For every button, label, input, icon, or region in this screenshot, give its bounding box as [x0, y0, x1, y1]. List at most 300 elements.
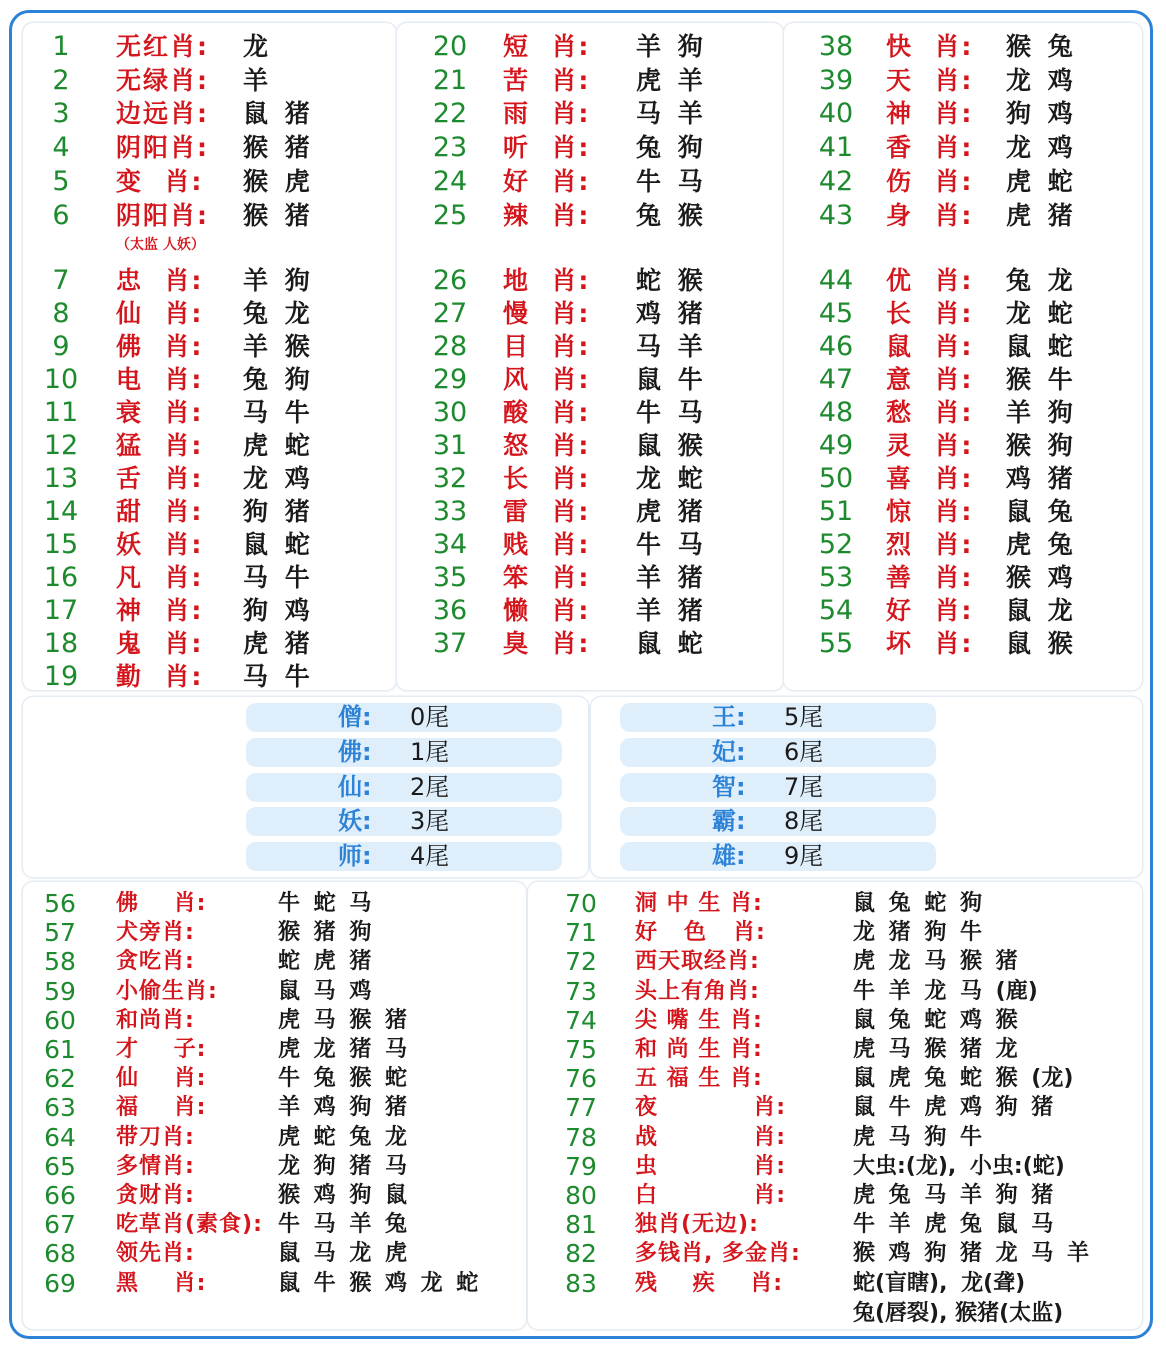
entry-value: 鼠 猪 [243, 99, 310, 129]
entry-value: 蛇 猴 [636, 266, 703, 295]
entry-value: 虎 猪 [243, 629, 310, 658]
tail-key: 智: [712, 772, 746, 801]
entry-number: 35 [432, 562, 468, 593]
entry-number: 14 [43, 496, 79, 527]
tail-value: 7尾 [784, 772, 824, 801]
entry-label: 黑 肖: [116, 1270, 207, 1296]
entry-value: 大虫:(龙), 小虫:(蛇) [853, 1153, 1065, 1179]
entry-6-note: （太监 人妖） [116, 237, 205, 253]
entry-label: 衰 肖: [116, 398, 204, 427]
entry-label: 战 肖: [635, 1124, 787, 1150]
entry-number: 40 [818, 98, 854, 130]
entry-label: 多钱肖, 多金肖: [635, 1241, 801, 1267]
top-entry-42 [0, 165, 1166, 198]
entry-number: 70 [565, 889, 597, 918]
entry-number: 66 [44, 1181, 76, 1210]
entry-number: 18 [43, 628, 79, 659]
entry-label: 惊 肖: [886, 497, 974, 526]
tail-key: 王: [712, 703, 746, 731]
entry-number: 67 [44, 1210, 76, 1240]
entry-value: 牛 羊 虎 兔 鼠 马 [853, 1212, 1054, 1238]
top-entry-53 [0, 561, 1166, 594]
entry-value: 虎 龙 猪 马 [278, 1037, 407, 1062]
entry-number: 82 [565, 1239, 597, 1269]
entry-number: 73 [565, 976, 597, 1006]
entry-value: 虎 羊 [636, 65, 703, 95]
entry-value: 猴 兔 [1006, 32, 1073, 61]
entry-value: 兔 龙 [243, 299, 310, 328]
bottom-entry-77 [0, 1093, 1166, 1122]
entry-number: 72 [565, 947, 597, 977]
tail-value: 2尾 [410, 772, 450, 801]
entry-label: 仙 肖: [116, 299, 204, 328]
entry-value: 羊 [243, 65, 269, 95]
entry-label: 贱 肖: [503, 530, 591, 559]
entry-label: 坏 肖: [886, 629, 974, 658]
entry-label: 鬼 肖: [116, 629, 204, 658]
entry-number: 33 [432, 496, 468, 527]
entry-number: 56 [44, 889, 76, 918]
entry-label: 辣 肖: [503, 200, 591, 230]
entry-label: 犬旁肖: [116, 920, 195, 946]
entry-number: 62 [44, 1064, 76, 1094]
entry-value: 龙 蛇 [636, 464, 703, 493]
entry-label: 猛 肖: [116, 431, 204, 460]
tail-key: 妃: [712, 737, 746, 766]
entry-value: 鼠 兔 蛇 狗 [853, 891, 982, 916]
entry-value: 龙 狗 猪 马 [278, 1153, 407, 1179]
entry-value: 羊 猪 [636, 596, 703, 625]
entry-value: 龙 蛇 [1006, 299, 1073, 328]
entry-value: 鼠 猴 [1006, 629, 1073, 658]
entry-value: 鼠 牛 虎 鸡 狗 猪 [853, 1095, 1054, 1121]
top-entry-38 [0, 30, 1166, 63]
entry-number: 43 [818, 199, 854, 231]
entry-value: 鼠 虎 兔 蛇 猴 (龙) [853, 1066, 1074, 1092]
entry-label: 鼠 肖: [886, 332, 974, 361]
entry-number: 13 [43, 463, 79, 494]
entry-value: 兔 猴 [636, 200, 703, 230]
entry-label: 变 肖: [116, 166, 204, 196]
bottom-entry-75 [0, 1035, 1166, 1064]
entry-label: 边远肖: [116, 99, 209, 129]
entry-number: 19 [43, 661, 79, 692]
entry-number: 68 [44, 1239, 76, 1269]
entry-label: 怒 肖: [503, 431, 591, 460]
entry-value: 龙 鸡 [1006, 133, 1073, 163]
entry-value: 龙 鸡 [1006, 65, 1073, 95]
entry-value: 鼠 牛 猴 鸡 龙 蛇 [278, 1270, 479, 1296]
entry-label: 五 福 生 肖: [635, 1066, 763, 1092]
bottom-entry-72 [0, 947, 1166, 976]
entry-label: 听 肖: [503, 133, 591, 163]
entry-value: 虎 猪 [1006, 200, 1073, 230]
entry-number: 57 [44, 918, 76, 948]
entry-value: 牛 马 羊 兔 [278, 1212, 407, 1238]
entry-number: 52 [818, 529, 854, 560]
entry-label: 小偷生肖: [116, 978, 218, 1004]
entry-value: 马 羊 [636, 332, 703, 361]
tail-value: 9尾 [784, 842, 824, 871]
entry-value: 羊 狗 [636, 32, 703, 61]
bottom-entry-73 [0, 977, 1166, 1006]
entry-label: 阴阳肖: [116, 200, 209, 230]
entry-value: 马 牛 [243, 563, 310, 592]
entry-number: 39 [818, 64, 854, 96]
entry-number: 3 [52, 98, 70, 130]
entry-label: 妖 肖: [116, 530, 204, 559]
entry-value: 牛 兔 猴 蛇 [278, 1066, 407, 1092]
entry-number: 36 [432, 595, 468, 626]
entry-label: 灵 肖: [886, 431, 974, 460]
entry-value: 龙 猪 狗 牛 [853, 920, 982, 946]
entry-label: 带刀肖: [116, 1124, 195, 1150]
entry-number: 58 [44, 947, 76, 977]
entry-value: 鼠 蛇 [243, 530, 310, 559]
entry-label: 雨 肖: [503, 99, 591, 129]
top-entry-54 [0, 594, 1166, 627]
entry-label: 尖 嘴 生 肖: [635, 1007, 763, 1033]
bottom-entry-80 [0, 1181, 1166, 1210]
entry-label: 臭 肖: [503, 629, 591, 658]
entry-number: 59 [44, 976, 76, 1006]
entry-label: 和尚肖: [116, 1007, 195, 1033]
entry-label: 雷 肖: [503, 497, 591, 526]
entry-number: 44 [818, 265, 854, 296]
entry-label: 夜 肖: [635, 1095, 787, 1121]
entry-number: 81 [565, 1210, 597, 1240]
entry-number: 8 [52, 298, 70, 329]
entry-label: 神 肖: [116, 596, 204, 625]
bottom-entry-79 [0, 1152, 1166, 1181]
tail-value: 5尾 [784, 703, 824, 731]
entry-label: 好 色 肖: [635, 920, 766, 946]
entry-number: 83 [565, 1268, 597, 1298]
entry-label: 地 肖: [503, 266, 591, 295]
entry-value: 鼠 兔 [1006, 497, 1073, 526]
entry-label: 长 肖: [886, 299, 974, 328]
tail-key: 僧: [338, 703, 372, 731]
entry-label: 慢 肖: [503, 299, 591, 328]
entry-number: 54 [818, 595, 854, 626]
entry-value: 猴 猪 [243, 200, 310, 230]
entry-number: 25 [432, 199, 468, 231]
tail-row-6 [620, 738, 936, 767]
entry-label: 无红肖: [116, 32, 209, 61]
entry-number: 42 [818, 165, 854, 197]
entry-value: 鼠 兔 蛇 鸡 猴 [853, 1007, 1018, 1033]
entry-value: 虎 马 狗 牛 [853, 1124, 982, 1150]
entry-number: 32 [432, 463, 468, 494]
entry-value: 猴 鸡 狗 鼠 [278, 1183, 407, 1208]
entry-label: 吃草肖(素食): [116, 1212, 263, 1238]
entry-value: 鼠 蛇 [636, 629, 703, 658]
entry-number: 50 [818, 463, 854, 494]
entry-number: 77 [565, 1093, 597, 1123]
entry-value: 兔 狗 [636, 133, 703, 163]
entry-value: 猴 狗 [1006, 431, 1073, 460]
entry-label: 西天取经肖: [635, 949, 760, 975]
bottom-entry-81 [0, 1210, 1166, 1239]
entry-label: 风 肖: [503, 365, 591, 394]
entry-number: 24 [432, 165, 468, 197]
entry-value: 虎 猪 [636, 497, 703, 526]
entry-number: 61 [44, 1035, 76, 1064]
top-entry-48 [0, 396, 1166, 429]
entry-value: 羊 猪 [636, 563, 703, 592]
entry-value: 鸡 猪 [1006, 464, 1073, 493]
tail-key: 佛: [338, 737, 372, 766]
tail-value: 0尾 [410, 703, 450, 731]
entry-value: 鼠 猴 [636, 431, 703, 460]
entry-label: 喜 肖: [886, 464, 974, 493]
entry-number: 48 [818, 397, 854, 428]
entry-label: 身 肖: [886, 200, 974, 230]
entry-number: 29 [432, 364, 468, 395]
entry-label: 天 肖: [886, 65, 974, 95]
entry-number: 64 [44, 1122, 76, 1152]
entry-value: 蛇(盲瞎), 龙(聋) [853, 1270, 1026, 1296]
entry-number: 27 [432, 298, 468, 329]
entry-number: 1 [52, 31, 70, 62]
tail-row-0 [246, 703, 562, 732]
entry-label: 舌 肖: [116, 464, 204, 493]
entry-label: 笨 肖: [503, 563, 591, 592]
top-entry-45 [0, 297, 1166, 330]
entry-value: 鼠 马 鸡 [278, 978, 372, 1004]
entry-label: 贪吃肖: [116, 949, 195, 975]
entry-number: 53 [818, 562, 854, 593]
entry-83-extra: 兔(唇裂), 猴猪(太监) [853, 1301, 1064, 1326]
entry-label: 好 肖: [886, 596, 974, 625]
entry-number: 75 [565, 1035, 597, 1064]
entry-number: 60 [44, 1005, 76, 1035]
entry-label: 优 肖: [886, 266, 974, 295]
entry-label: 电 肖: [116, 365, 204, 394]
entry-number: 74 [565, 1005, 597, 1035]
entry-label: 无绿肖: [116, 65, 209, 95]
entry-number: 22 [432, 98, 468, 130]
entry-label: 善 肖: [886, 563, 974, 592]
entry-number: 34 [432, 529, 468, 560]
tail-value: 8尾 [784, 807, 824, 836]
entry-number: 51 [818, 496, 854, 527]
entry-value: 狗 猪 [243, 497, 310, 526]
top-entry-41 [0, 131, 1166, 164]
entry-label: 头上有角肖: [635, 978, 760, 1004]
bottom-entry-74 [0, 1006, 1166, 1035]
entry-number: 41 [818, 132, 854, 164]
entry-label: 残 疾 肖: [635, 1270, 784, 1296]
bottom-entry-78 [0, 1123, 1166, 1152]
entry-value: 鼠 牛 [636, 365, 703, 394]
top-entry-55 [0, 627, 1166, 660]
tail-row-1 [246, 738, 562, 767]
entry-label: 才 子: [116, 1037, 207, 1062]
entry-label: 短 肖: [503, 32, 591, 61]
entry-number: 17 [43, 595, 79, 626]
entry-value: 猴 鸡 [1006, 563, 1073, 592]
entry-value: 兔 狗 [243, 365, 310, 394]
entry-number: 28 [432, 331, 468, 362]
entry-number: 37 [432, 628, 468, 659]
entry-label: 快 肖: [886, 32, 974, 61]
entry-label: 白 肖: [635, 1183, 787, 1208]
entry-number: 49 [818, 430, 854, 461]
top-entry-49 [0, 429, 1166, 462]
entry-value: 猴 猪 狗 [278, 920, 372, 946]
tail-value: 4尾 [410, 842, 450, 871]
entry-value: 猴 虎 [243, 166, 310, 196]
entry-value: 狗 鸡 [1006, 99, 1073, 129]
top-entry-19 [0, 660, 1166, 693]
entry-label: 虫 肖: [635, 1153, 787, 1179]
entry-value: 虎 马 猴 猪 龙 [853, 1037, 1018, 1062]
entry-value: 虎 兔 [1006, 530, 1073, 559]
tail-key: 妖: [338, 807, 372, 836]
entry-number: 4 [52, 132, 70, 164]
entry-value: 牛 马 [636, 166, 703, 196]
entry-value: 虎 兔 马 羊 狗 猪 [853, 1183, 1054, 1208]
entry-label: 忠 肖: [116, 266, 204, 295]
top-entry-46 [0, 330, 1166, 363]
entry-value: 狗 鸡 [243, 596, 310, 625]
entry-number: 20 [432, 31, 468, 62]
top-entry-51 [0, 495, 1166, 528]
top-entry-43 [0, 199, 1166, 232]
tail-value: 6尾 [784, 737, 824, 766]
entry-label: 领先肖: [116, 1241, 195, 1267]
entry-number: 16 [43, 562, 79, 593]
entry-value: 马 牛 [243, 662, 310, 691]
entry-value: 马 羊 [636, 99, 703, 129]
entry-value: 兔 龙 [1006, 266, 1073, 295]
top-entry-44 [0, 264, 1166, 297]
entry-label: 长 肖: [503, 464, 591, 493]
tail-key: 霸: [712, 807, 746, 836]
entry-label: 勤 肖: [116, 662, 204, 691]
tail-value: 3尾 [410, 807, 450, 836]
entry-label: 仙 肖: [116, 1066, 207, 1092]
entry-number: 38 [818, 31, 854, 62]
tail-row-5 [620, 703, 936, 732]
tail-row-7 [620, 773, 936, 802]
entry-number: 15 [43, 529, 79, 560]
entry-number: 11 [43, 397, 79, 428]
entry-value: 牛 马 [636, 398, 703, 427]
entry-number: 80 [565, 1181, 597, 1210]
entry-value: 虎 马 猴 猪 [278, 1007, 407, 1033]
entry-number: 31 [432, 430, 468, 461]
entry-label: 神 肖: [886, 99, 974, 129]
tail-key: 师: [338, 842, 372, 871]
entry-label: 阴阳肖: [116, 133, 209, 163]
entry-value: 羊 猴 [243, 332, 310, 361]
entry-number: 9 [52, 331, 70, 362]
entry-label: 伤 肖: [886, 166, 974, 196]
entry-number: 55 [818, 628, 854, 659]
entry-value: 羊 狗 [1006, 398, 1073, 427]
entry-label: 意 肖: [886, 365, 974, 394]
entry-number: 23 [432, 132, 468, 164]
top-entry-47 [0, 363, 1166, 396]
bottom-entry-71 [0, 918, 1166, 947]
entry-value: 牛 马 [636, 530, 703, 559]
entry-number: 47 [818, 364, 854, 395]
entry-value: 虎 蛇 [1006, 166, 1073, 196]
entry-value: 猴 猪 [243, 133, 310, 163]
tail-key: 雄: [712, 842, 746, 871]
tail-value: 1尾 [410, 737, 450, 766]
entry-label: 凡 肖: [116, 563, 204, 592]
entry-label: 好 肖: [503, 166, 591, 196]
tail-row-9 [620, 842, 936, 871]
bottom-entry-83 [0, 1269, 1166, 1298]
entry-number: 30 [432, 397, 468, 428]
entry-value: 鼠 龙 [1006, 596, 1073, 625]
entry-number: 46 [818, 331, 854, 362]
entry-number: 69 [44, 1268, 76, 1298]
entry-number: 76 [565, 1064, 597, 1094]
entry-value: 羊 狗 [243, 266, 310, 295]
entry-label: 愁 肖: [886, 398, 974, 427]
top-entry-50 [0, 462, 1166, 495]
entry-number: 2 [52, 64, 70, 96]
entry-label: 洞 中 生 肖: [635, 891, 763, 916]
entry-number: 78 [565, 1122, 597, 1152]
entry-label: 烈 肖: [886, 530, 974, 559]
top-entry-40 [0, 97, 1166, 130]
entry-number: 45 [818, 298, 854, 329]
entry-label: 福 肖: [116, 1095, 207, 1121]
entry-value: 马 牛 [243, 398, 310, 427]
entry-value: 鼠 马 龙 虎 [278, 1241, 407, 1267]
entry-number: 10 [43, 364, 79, 395]
entry-label: 目 肖: [503, 332, 591, 361]
tail-row-3 [246, 807, 562, 836]
entry-number: 65 [44, 1151, 76, 1181]
entry-number: 12 [43, 430, 79, 461]
entry-number: 26 [432, 265, 468, 296]
entry-label: 酸 肖: [503, 398, 591, 427]
tail-row-8 [620, 807, 936, 836]
entry-label: 多情肖: [116, 1153, 195, 1179]
tail-row-4 [246, 842, 562, 871]
entry-value: 牛 蛇 马 [278, 891, 372, 916]
entry-value: 虎 蛇 兔 龙 [278, 1124, 407, 1150]
entry-value: 牛 羊 龙 马 (鹿) [853, 978, 1038, 1004]
bottom-entry-82 [0, 1239, 1166, 1268]
entry-number: 79 [565, 1151, 597, 1181]
entry-value: 蛇 虎 猪 [278, 949, 372, 975]
tail-row-2 [246, 773, 562, 802]
entry-label: 甜 肖: [116, 497, 204, 526]
entry-label: 和 尚 生 肖: [635, 1037, 763, 1062]
entry-number: 6 [52, 199, 70, 231]
tail-key: 仙: [338, 772, 372, 801]
entry-label: 苦 肖: [503, 65, 591, 95]
entry-label: 佛 肖: [116, 891, 207, 916]
entry-value: 鸡 猪 [636, 299, 703, 328]
entry-value: 猴 鸡 狗 猪 龙 马 羊 [853, 1241, 1089, 1267]
entry-number: 21 [432, 64, 468, 96]
entry-value: 虎 蛇 [243, 431, 310, 460]
entry-number: 7 [52, 265, 70, 296]
entry-value: 羊 鸡 狗 猪 [278, 1095, 407, 1121]
entry-label: 懒 肖: [503, 596, 591, 625]
bottom-entry-76 [0, 1064, 1166, 1093]
top-entry-52 [0, 528, 1166, 561]
